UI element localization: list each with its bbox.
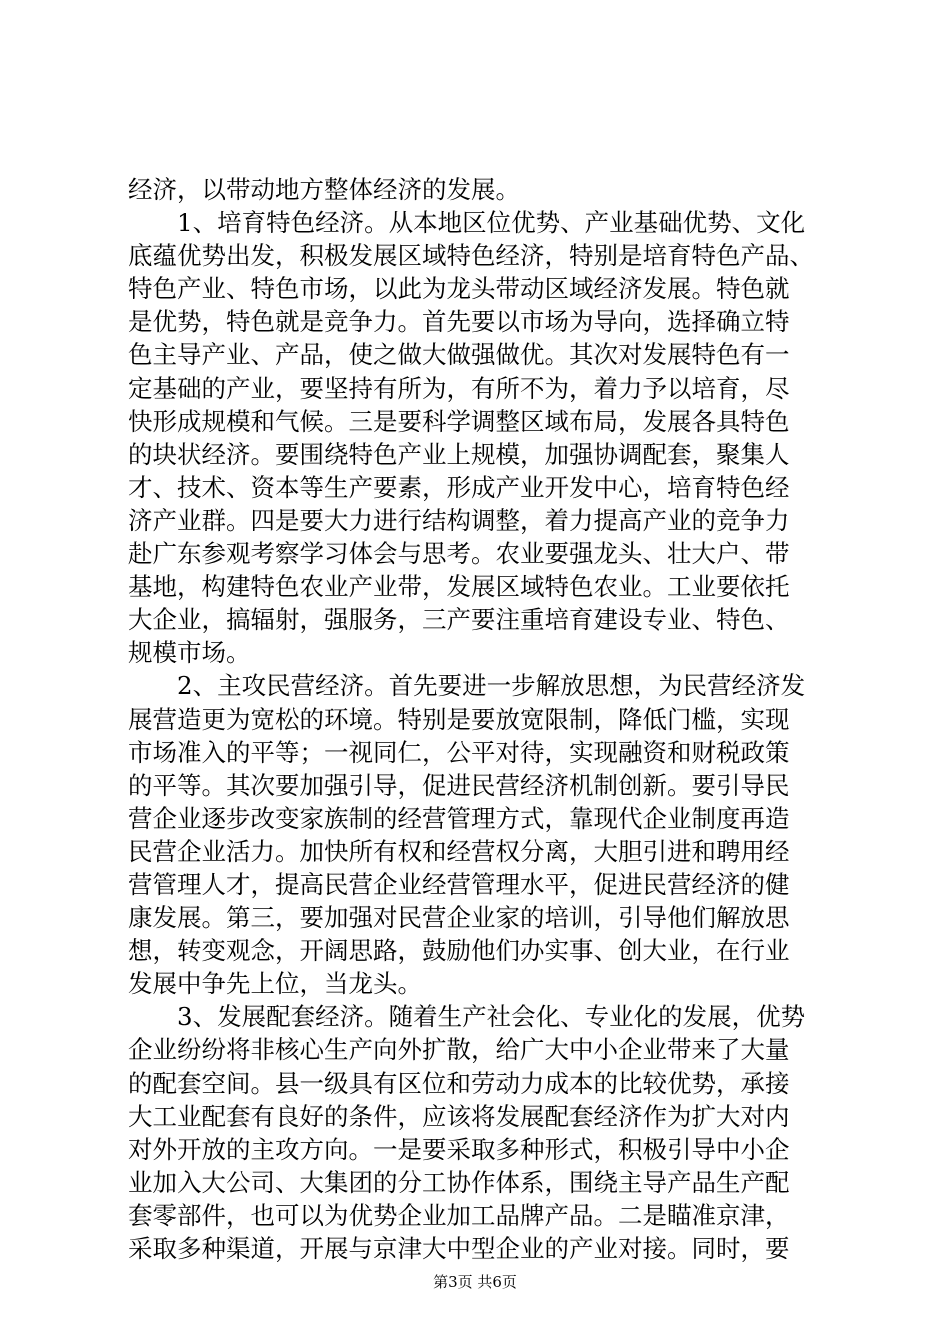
- text-line: 才、技术、资本等生产要素，形成产业开发中心，培育特色经: [128, 472, 790, 502]
- text-line: 民营企业活力。加快所有权和经营权分离，大胆引进和聘用经: [128, 836, 790, 866]
- text-line: 基地，构建特色农业产业带，发展区域特色农业。工业要依托: [128, 572, 790, 602]
- text-line: 营企业逐步改变家族制的经营管理方式，靠现代企业制度再造: [128, 803, 790, 833]
- text-line: 底蕴优势出发，积极发展区域特色经济，特别是培育特色产品、: [128, 241, 814, 271]
- text-line: 营管理人才，提高民营企业经营管理水平，促进民营经济的健: [128, 869, 790, 899]
- text-line: 是优势，特色就是竞争力。首先要以市场为导向，选择确立特: [128, 307, 790, 337]
- text-line: 大工业配套有良好的条件，应该将发展配套经济作为扩大对内: [128, 1101, 790, 1131]
- text-line: 特色产业、特色市场，以此为龙头带动区域经济发展。特色就: [128, 274, 790, 304]
- text-line: 赴广东参观考察学习体会与思考。农业要强龙头、壮大户、带: [128, 539, 790, 569]
- text-line: 展营造更为宽松的环境。特别是要放宽限制，降低门槛，实现: [128, 704, 790, 734]
- body-text: [128, 173, 828, 1265]
- text-line: 的配套空间。县一级具有区位和劳动力成本的比较优势，承接: [128, 1068, 790, 1098]
- text-line: 市场准入的平等；一视同仁，公平对待，实现融资和财税政策: [128, 737, 790, 767]
- page-footer: 第3页 共6页: [433, 1273, 517, 1291]
- text-line: 采取多种渠道，开展与京津大中型企业的产业对接。同时，要: [128, 1234, 790, 1263]
- text-line: 的平等。其次要加强引导，促进民营经济机制创新。要引导民: [128, 770, 790, 800]
- text-line: 的块状经济。要围绕特色产业上规模，加强协调配套，聚集人: [128, 439, 790, 469]
- text-line: 发展中争先上位，当龙头。: [128, 969, 422, 999]
- text-line: 色主导产业、产品，使之做大做强做优。其次对发展特色有一: [128, 340, 790, 370]
- text-line: 快形成规模和气候。三是要科学调整区域布局，发展各具特色: [128, 406, 790, 436]
- text-line: 经济，以带动地方整体经济的发展。: [128, 175, 520, 204]
- text-line: 规模市场。: [128, 638, 251, 668]
- text-line: 业加入大公司、大集团的分工协作体系，围绕主导产品生产配: [128, 1167, 790, 1197]
- text-line: 康发展。第三，要加强对民营企业家的培训，引导他们解放思: [128, 903, 790, 933]
- text-line: 对外开放的主攻方向。一是要采取多种形式，积极引导中小企: [128, 1134, 790, 1164]
- text-line: 定基础的产业，要坚持有所为，有所不为，着力予以培育，尽: [128, 373, 790, 403]
- text-line: 套零部件，也可以为优势企业加工品牌产品。二是瞄准京津，: [128, 1200, 790, 1230]
- text-line: 想，转变观念，开阔思路，鼓励他们办实事、创大业，在行业: [128, 936, 790, 966]
- text-line: 3、发展配套经济。随着生产社会化、专业化的发展，优势: [128, 1002, 806, 1032]
- text-line: 1、培育特色经济。从本地区位优势、产业基础优势、文化: [128, 208, 806, 238]
- text-line: 2、主攻民营经济。首先要进一步解放思想，为民营经济发: [128, 671, 806, 701]
- text-line: 济产业群。四是要大力进行结构调整，着力提高产业的竞争力: [128, 505, 790, 535]
- text-line: 企业纷纷将非核心生产向外扩散，给广大中小企业带来了大量: [128, 1035, 790, 1065]
- text-line: 大企业，搞辐射，强服务，三产要注重培育建设专业、特色、: [128, 605, 790, 635]
